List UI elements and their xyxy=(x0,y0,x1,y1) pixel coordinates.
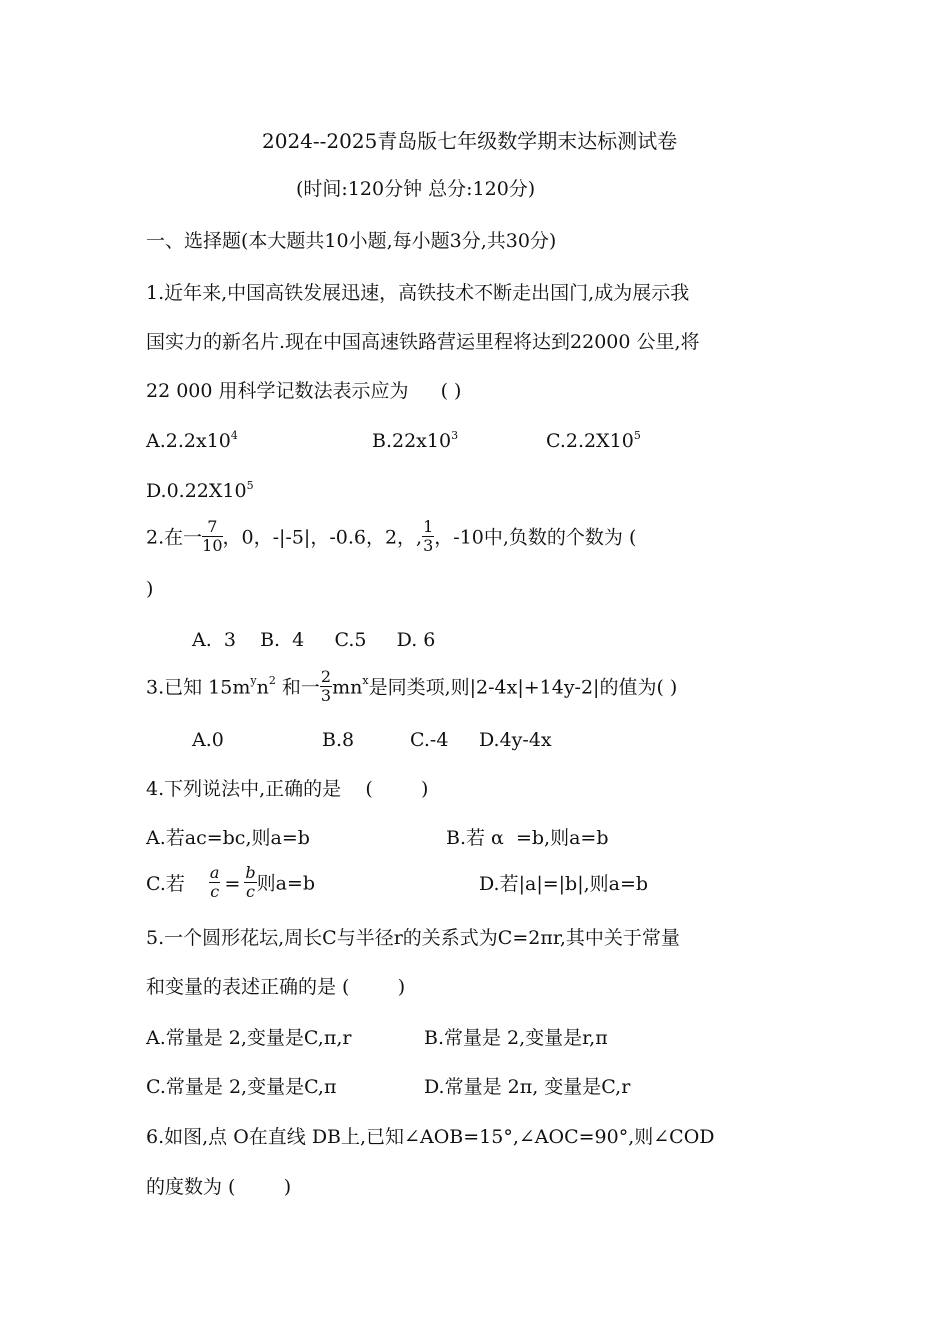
q3-suffix: 是同类项,则|2-4x|+14y-2|的值为( ) xyxy=(368,676,678,699)
exam-subtitle: (时间:120分钟 总分:120分) xyxy=(296,178,536,200)
q3-mn: mn xyxy=(332,676,363,699)
q1-c-exp: 5 xyxy=(633,429,641,442)
q1-line3-text: 22 000 用科学记数法表示应为 xyxy=(146,380,409,402)
q4-c-frac2-den: c xyxy=(246,881,255,901)
q3-exp-y: y xyxy=(250,673,257,687)
q1-option-c xyxy=(546,429,641,452)
q1-option-b xyxy=(372,429,459,452)
q4-stem: 4.下列说法中,正确的是 ( ) xyxy=(146,778,429,800)
q3-exp-x: x xyxy=(362,673,369,687)
q4-c-eq: = xyxy=(224,872,241,895)
q5-line2: 和变量的表述正确的是 ( ) xyxy=(146,976,406,998)
section-heading: 一、选择题(本大题共10小题,每小题3分,共30分) xyxy=(146,230,557,252)
q1-b-base: B.22x10 xyxy=(372,430,452,452)
q4-c-frac1-num: a xyxy=(209,863,220,882)
q3-prefix: 3.已知 15m xyxy=(146,676,251,699)
q5-option-c: C.常量是 2,变量是C,π xyxy=(146,1076,337,1098)
q5-option-d: D.常量是 2π, 变量是C,r xyxy=(424,1076,631,1098)
q2-options: A. 3 B. 4 C.5 D. 6 xyxy=(192,629,436,651)
q3-option-b: B.8 xyxy=(322,729,355,751)
q1-option-d xyxy=(146,479,254,502)
exam-title: 2024--2025青岛版七年级数学期末达标测试卷 xyxy=(262,129,678,153)
q2-prefix: 2.在一 xyxy=(146,526,203,549)
q1-line2: 国实力的新名片.现在中国高速铁路营运里程将达到22000 公里,将 xyxy=(146,331,700,353)
q2-frac2-den: 3 xyxy=(423,535,434,555)
q1-b-exp: 3 xyxy=(451,429,459,442)
q2-mid: ，0，-|-5|，-0.6，2，, xyxy=(222,526,423,549)
q3-option-a: A.0 xyxy=(192,729,224,751)
q4-c-post: 则a=b xyxy=(256,872,316,895)
q6-line1: 6.如图,点 O在直线 DB上,已知∠AOB=15°,∠AOC=90°,则∠COD xyxy=(146,1126,715,1148)
q2-stem xyxy=(146,517,637,556)
q4-c-frac1-den: c xyxy=(210,881,220,901)
q1-line1: 1.近年来,中国高铁发展迅速，高铁技术不断走出国门,成为展示我 xyxy=(146,282,690,304)
q4-option-d: D.若|a|=|b|,则a=b xyxy=(479,873,649,895)
q2-suffix: ，-10中,负数的个数为 ( xyxy=(434,526,637,549)
q4-c-prefix: C.若 xyxy=(146,872,185,895)
q4-c-frac2-num: b xyxy=(245,863,256,882)
q1-a-exp: 4 xyxy=(230,429,238,442)
q5-line1: 5.一个圆形花坛,周长C与半径r的关系式为C=2πr,其中关于常量 xyxy=(146,927,680,949)
q1-d-exp: 5 xyxy=(246,479,254,492)
q3-option-d: D.4y-4x xyxy=(479,729,552,751)
q5-option-b: B.常量是 2,变量是r,π xyxy=(424,1027,608,1049)
q2-line2: ) xyxy=(146,578,154,600)
q4-c-fraction-1 xyxy=(209,864,221,900)
q3-frac-num: 2 xyxy=(320,667,332,686)
q4-option-c xyxy=(146,863,316,902)
q1-c-base: C.2.2X10 xyxy=(546,430,634,452)
q3-frac-den: 3 xyxy=(320,685,332,705)
q1-line3 xyxy=(146,382,461,401)
q1-a-base: A.2.2x10 xyxy=(146,430,231,452)
q3-stem xyxy=(146,667,678,706)
q2-frac1-den: 10 xyxy=(202,535,223,555)
q2-frac1-num: 7 xyxy=(202,518,222,537)
q1-option-a xyxy=(146,429,238,452)
q3-option-c: C.-4 xyxy=(410,729,449,751)
q2-fraction-2 xyxy=(422,518,434,554)
q3-and: 和一 xyxy=(275,676,320,699)
q4-c-fraction-2 xyxy=(244,864,256,900)
q4-option-b: B.若 α =b,则a=b xyxy=(446,827,609,849)
q3-exp-2: 2 xyxy=(268,673,276,687)
q1-d-base: D.0.22X10 xyxy=(146,480,247,502)
q3-fraction xyxy=(320,668,332,704)
q1-answer-paren: ( ) xyxy=(440,380,462,402)
q4-option-a: A.若ac=bc,则a=b xyxy=(146,827,310,849)
q2-fraction-1 xyxy=(202,518,222,554)
q2-frac2-num: 1 xyxy=(423,517,434,536)
q6-line2: 的度数为 ( ) xyxy=(146,1176,292,1198)
q3-n: n xyxy=(256,676,269,699)
q5-option-a: A.常量是 2,变量是C,π,r xyxy=(146,1027,352,1049)
